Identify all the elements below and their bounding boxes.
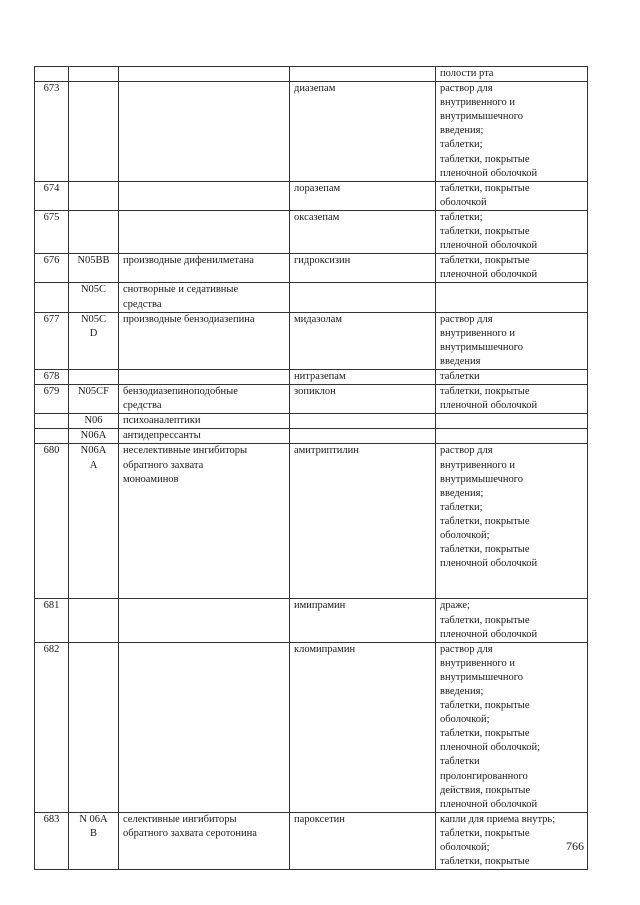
table-body	[35, 67, 588, 870]
atc-code-cell	[69, 181, 119, 210]
atc-code-cell	[69, 82, 119, 182]
drug-name-cell: зопиклон	[290, 385, 436, 414]
row-number-cell: 679	[35, 385, 69, 414]
table-row	[35, 254, 588, 283]
dosage-form-cell: капли для приема внутрь; таблетки, покрытые оболочкой; таблетки, покрытые	[436, 812, 588, 869]
drug-name-cell	[290, 429, 436, 444]
group-name-cell: производные дифенилметана	[119, 254, 290, 283]
dosage-form-cell	[436, 414, 588, 429]
row-number-cell: 675	[35, 210, 69, 253]
table-row	[35, 385, 588, 414]
atc-code-cell: N05CF	[69, 385, 119, 414]
row-number-cell	[35, 67, 69, 82]
table-row	[35, 283, 588, 312]
drug-name-cell: амитриптилин	[290, 444, 436, 599]
dosage-form-cell: полости рта	[436, 67, 588, 82]
group-name-cell: селективные ингибиторы обратного захвата серотонина	[119, 812, 290, 869]
drug-name-cell: нитразепам	[290, 369, 436, 384]
drug-name-cell: мидазолам	[290, 312, 436, 369]
row-number-cell: 681	[35, 599, 69, 642]
group-name-cell	[119, 210, 290, 253]
row-number-cell: 677	[35, 312, 69, 369]
row-number-cell: 682	[35, 642, 69, 812]
row-number-cell	[35, 429, 69, 444]
drug-name-cell	[290, 414, 436, 429]
dosage-form-cell: таблетки, покрытые пленочной оболочкой	[436, 385, 588, 414]
table-row	[35, 210, 588, 253]
atc-code-cell	[69, 642, 119, 812]
table-row	[35, 369, 588, 384]
group-name-cell: производные бензодиазепина	[119, 312, 290, 369]
group-name-cell	[119, 67, 290, 82]
dosage-form-cell: раствор для внутривенного и внутримышечного введения; таблетки, покрытые оболочкой; таблетки, покрытые пленочной оболочкой; таблетки пролонгированного действия, покрытые пленочной оболочкой	[436, 642, 588, 812]
dosage-form-cell: таблетки, покрытые пленочной оболочкой	[436, 254, 588, 283]
atc-code-cell: N06A	[69, 429, 119, 444]
table-row	[35, 444, 588, 599]
group-name-cell	[119, 642, 290, 812]
table-row	[35, 812, 588, 869]
dosage-form-cell	[436, 283, 588, 312]
drug-list-table	[34, 66, 588, 870]
row-number-cell: 673	[35, 82, 69, 182]
group-name-cell	[119, 599, 290, 642]
drug-name-cell: диазепам	[290, 82, 436, 182]
dosage-form-cell: раствор для внутривенного и внутримышечного введения	[436, 312, 588, 369]
group-name-cell: антидепрессанты	[119, 429, 290, 444]
group-name-cell	[119, 82, 290, 182]
drug-name-cell: кломипрамин	[290, 642, 436, 812]
atc-code-cell: N05C D	[69, 312, 119, 369]
group-name-cell: бензодиазепиноподобные средства	[119, 385, 290, 414]
drug-name-cell: лоразепам	[290, 181, 436, 210]
dosage-form-cell: раствор для внутривенного и внутримышечного введения; таблетки; таблетки, покрытые оболочкой; таблетки, покрытые пленочной оболочкой	[436, 444, 588, 599]
atc-code-cell: N05C	[69, 283, 119, 312]
row-number-cell: 676	[35, 254, 69, 283]
row-number-cell: 680	[35, 444, 69, 599]
table-row	[35, 642, 588, 812]
table-row	[35, 414, 588, 429]
dosage-form-cell: таблетки; таблетки, покрытые пленочной оболочкой	[436, 210, 588, 253]
table-row	[35, 312, 588, 369]
atc-code-cell	[69, 599, 119, 642]
group-name-cell: психоаналептики	[119, 414, 290, 429]
atc-code-cell: N 06A B	[69, 812, 119, 869]
group-name-cell	[119, 181, 290, 210]
drug-name-cell: пароксетин	[290, 812, 436, 869]
row-number-cell	[35, 414, 69, 429]
group-name-cell: снотворные и седативные средства	[119, 283, 290, 312]
atc-code-cell	[69, 369, 119, 384]
row-number-cell	[35, 283, 69, 312]
drug-name-cell: оксазепам	[290, 210, 436, 253]
page-number: 766	[566, 839, 584, 853]
dosage-form-cell	[436, 429, 588, 444]
row-number-cell: 683	[35, 812, 69, 869]
drug-name-cell: гидроксизин	[290, 254, 436, 283]
table-row	[35, 599, 588, 642]
table-row	[35, 67, 588, 82]
atc-code-cell: N06A A	[69, 444, 119, 599]
dosage-form-cell: таблетки	[436, 369, 588, 384]
atc-code-cell	[69, 67, 119, 82]
row-number-cell: 674	[35, 181, 69, 210]
atc-code-cell: N06	[69, 414, 119, 429]
row-number-cell: 678	[35, 369, 69, 384]
atc-code-cell: N05BB	[69, 254, 119, 283]
group-name-cell: неселективные ингибиторы обратного захвата моноаминов	[119, 444, 290, 599]
drug-name-cell: имипрамин	[290, 599, 436, 642]
group-name-cell	[119, 369, 290, 384]
dosage-form-cell: драже; таблетки, покрытые пленочной оболочкой	[436, 599, 588, 642]
drug-name-cell	[290, 67, 436, 82]
dosage-form-cell: таблетки, покрытые оболочкой	[436, 181, 588, 210]
dosage-form-cell: раствор для внутривенного и внутримышечного введения; таблетки; таблетки, покрытые пленочной оболочкой	[436, 82, 588, 182]
table-row	[35, 181, 588, 210]
drug-name-cell	[290, 283, 436, 312]
atc-code-cell	[69, 210, 119, 253]
table-row	[35, 429, 588, 444]
table-row	[35, 82, 588, 182]
